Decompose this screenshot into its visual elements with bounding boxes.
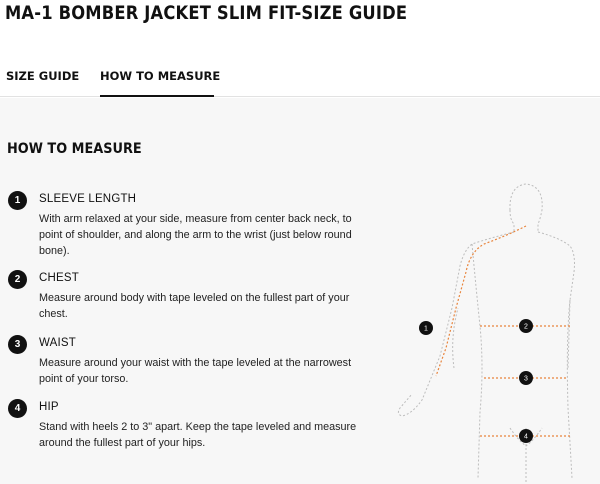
step-title: HIP [39,401,59,413]
step-description: Stand with heels 2 to 3" apart. Keep the tape leveled and measure around the fullest part of your hips. [39,421,357,449]
measure-marker-label: 3 [524,375,528,383]
step-number-badge: 3 [8,335,27,354]
tab-how-to-measure[interactable]: HOW TO MEASURE [100,56,214,97]
measure-marker-1 [419,321,433,335]
measuring-tape [436,226,570,436]
measure-marker-2 [519,319,533,333]
measure-marker-label: 4 [524,433,528,441]
measure-markers [419,319,533,443]
step-number-badge: 4 [8,399,27,418]
measure-marker-3 [519,371,533,385]
step-title: WAIST [39,337,76,349]
page-title: MA-1 BOMBER JACKET SLIM FIT-SIZE GUIDE [5,2,408,24]
step-title: CHEST [39,272,79,284]
step-description: With arm relaxed at your side, measure from center back neck, to point of shoulder, and along the arm to the wrist (just below round bone). [39,213,352,257]
step-description: Measure around your waist with the tape leveled at the narrowest point of your torso. [39,357,352,385]
measure-marker-4 [519,429,533,443]
tab-size-guide[interactable]: SIZE GUIDE [6,69,80,83]
step-number-badge: 1 [8,191,27,210]
step-title: SLEEVE LENGTH [39,193,137,205]
body-measurement-figure [360,178,600,484]
measure-marker-label: 1 [424,325,428,333]
step-number-badge: 2 [8,270,27,289]
tab-bar [0,56,600,97]
measure-marker-label: 2 [524,323,528,331]
step-description: Measure around body with tape leveled on the fullest part of your chest. [39,292,350,320]
section-heading: HOW TO MEASURE [7,141,142,157]
how-to-measure-panel [0,98,600,484]
